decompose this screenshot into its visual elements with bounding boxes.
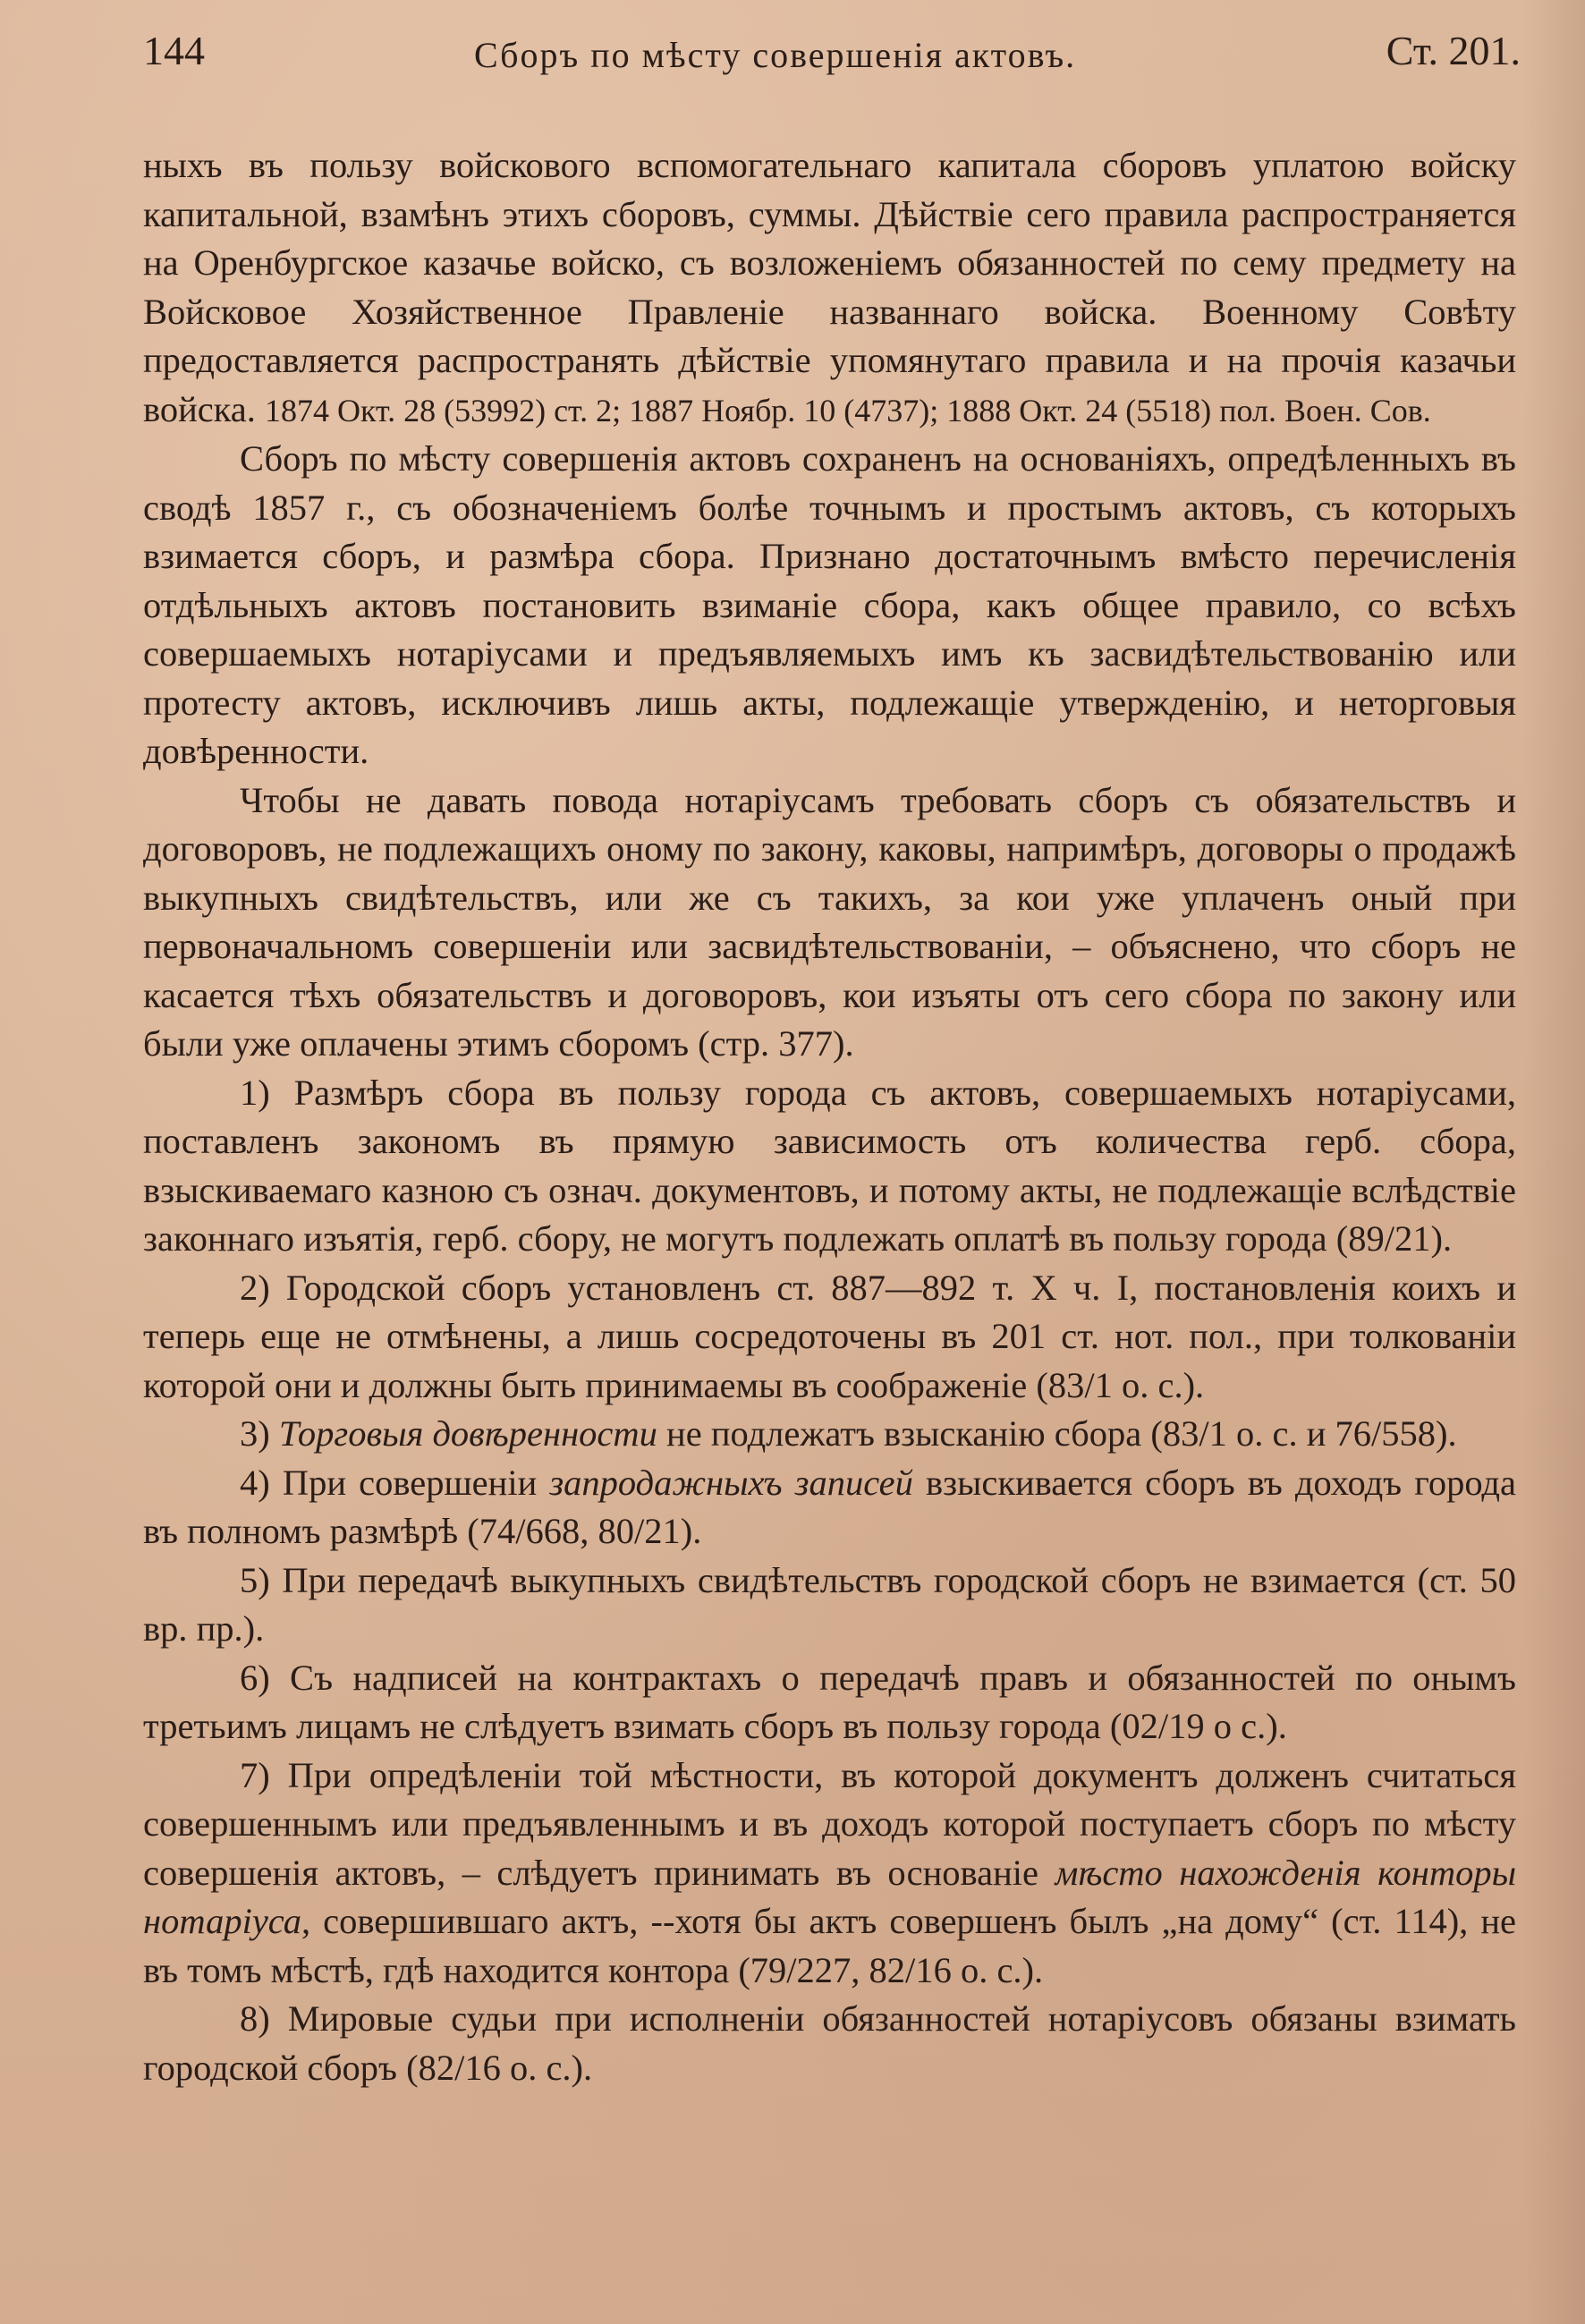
page-edge-shadow <box>1522 0 1585 2324</box>
numbered-note <box>143 1459 1516 1556</box>
italic-term: Торговыя довѣренности <box>278 1413 657 1454</box>
note-text: 3) <box>240 1413 279 1454</box>
running-title: Сборъ по мѣсту совершенія актовъ. <box>474 35 1077 75</box>
numbered-note: 8) Мировые судьи при исполненіи обязанностей нотаріусовъ обязаны взимать городской сборъ (82/16 о. с.). <box>143 1998 1516 2088</box>
paragraph: Сборъ по мѣсту совершенія актовъ сохраненъ на основаніяхъ, опредѣленныхъ въ сводѣ 1857 г., съ обозначеніемъ болѣе точнымъ и простымъ актовъ, съ которыхъ взимается сборъ, и размѣра сбора. Признано достаточнымъ вмѣсто перечисленія отдѣльныхъ актовъ постановить взиманіе сбора, какъ общее правило, со всѣхъ совершаемыхъ нотаріусами и предъявляемыхъ имъ къ засвидѣтельствованію или протесту актовъ, исключивъ лишь акты, подлежащіе утвержденію, и неторговыя довѣренности. <box>143 438 1516 771</box>
paragraph-continuation <box>143 141 1516 435</box>
note-text: не подлежатъ взысканію сбора (83/1 о. с. и 76/558). <box>657 1413 1457 1454</box>
note-text: , совершившаго актъ, --хотя бы актъ совершенъ былъ „на дому“ (ст. 114), не въ томъ мѣстѣ, гдѣ находится контора (79/227, 82/16 о. с.). <box>143 1901 1516 1990</box>
article-number: Ст. 201. <box>1386 28 1521 73</box>
note-text: 4) При совершеніи <box>240 1462 550 1503</box>
paragraph-text: ныхъ въ пользу войскового вспомогательнаго капитала сборовъ уплатою войску капитальной, взамѣнъ этихъ сборовъ, суммы. Дѣйствіе сего правила распространяется на Оренбургское казачье войско, съ возложеніемъ обязанностей по сему предмету на Войсковое Хозяйственное Правленіе названнаго войска. Военному Совѣту предоставляется распространять дѣйствіе упомянутаго правила и на прочія казачьи войска. <box>143 145 1516 429</box>
legal-citation: 1874 Окт. 28 (53992) ст. 2; 1887 Ноябр. 10 (4737); 1888 Окт. 24 (5518) пол. Воен. Сов. <box>265 392 1431 428</box>
note-text: 7) При опредѣленіи той мѣстности, въ которой документъ долженъ считаться совершеннымъ или предъявленнымъ и въ доходъ которой поступаетъ сборъ по мѣсту совершенія актовъ, – слѣдуетъ принимать въ основаніе <box>143 1754 1516 1893</box>
page-number: 144 <box>143 28 205 73</box>
italic-term: мѣсто нахожденія конторы нотаріуса <box>143 1852 1516 1941</box>
page-body <box>143 141 1516 2092</box>
italic-term: запродажныхъ записей <box>549 1462 913 1503</box>
numbered-note: 6) Съ надписей на контрактахъ о передачѣ правъ и обязанностей по онымъ третьимъ лицамъ не слѣдуетъ взимать сборъ въ пользу города (02/19 о с.). <box>143 1657 1516 1746</box>
numbered-note <box>143 1410 1516 1459</box>
paragraph: Чтобы не давать повода нотаріусамъ требовать сборъ съ обязательствъ и договоровъ, не подлежащихъ оному по закону, каковы, напримѣръ, договоры о продажѣ выкупныхъ свидѣтельствъ, или же съ такихъ, за кои уже уплаченъ оный при первоначальномъ совершеніи или засвидѣтельствованіи, – объяснено, что сборъ не касается тѣхъ обязательствъ и договоровъ, кои изъяты отъ сего сбора по закону или были уже оплачены этимъ сборомъ (стр. 377). <box>143 779 1516 1064</box>
numbered-note: 5) При передачѣ выкупныхъ свидѣтельствъ городской сборъ не взимается (ст. 50 вр. пр.). <box>143 1559 1516 1649</box>
numbered-note <box>143 1751 1516 1996</box>
page-header <box>143 27 1521 98</box>
numbered-note: 1) Размѣръ сбора въ пользу города съ актовъ, совершаемыхъ нотаріусами, поставленъ закономъ въ прямую зависимость отъ количества герб. сбора, взыскиваемаго казною съ означ. документовъ, и потому акты, не подлежащіе вслѣдствіе законнаго изъятія, герб. сбору, не могутъ подлежать оплатѣ въ пользу города (89/21). <box>143 1072 1516 1259</box>
numbered-note: 2) Городской сборъ установленъ ст. 887—892 т. X ч. I, постановленія коихъ и теперь еще не отмѣнены, а лишь сосредоточены въ 201 ст. нот. пол., при толкованіи которой они и должны быть принимаемы въ соображеніе (83/1 о. с.). <box>143 1267 1516 1405</box>
note-text: взыскивается сборъ въ доходъ города въ полномъ размѣрѣ (74/668, 80/21). <box>143 1462 1516 1551</box>
